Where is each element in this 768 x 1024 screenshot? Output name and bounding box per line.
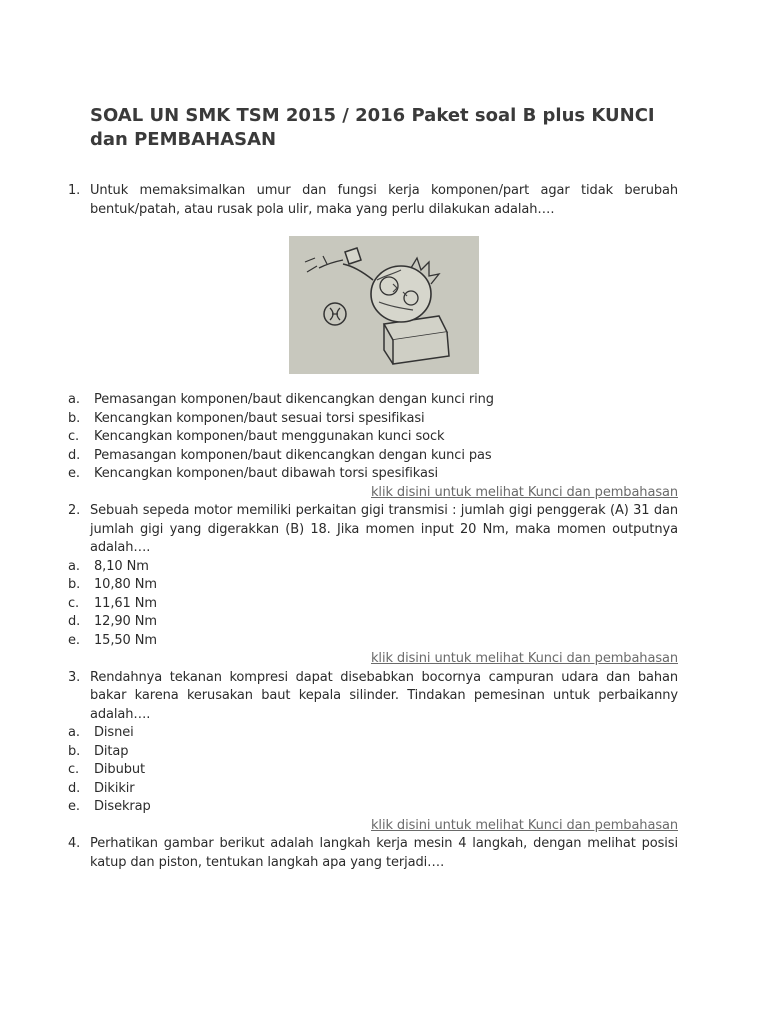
option-letter: c.: [68, 429, 80, 444]
question-1: [68, 182, 678, 219]
option-text: Dibubut: [94, 762, 146, 777]
option-letter: b.: [68, 743, 81, 759]
question-text: Rendahnya tekanan kompresi dapat disebabkan bocornya campuran udara dan bahan bakar karena kerusakan baut kepala silinder. Tindakan pemesinan untuk perbaikanny adalah….: [90, 669, 678, 722]
option-letter: c.: [68, 595, 80, 611]
option-text: Disekrap: [94, 799, 151, 814]
option-2e[interactable]: [68, 632, 678, 651]
question-2: [68, 502, 678, 558]
question-list: [68, 182, 678, 872]
option-letter: b.: [68, 577, 81, 592]
question-number: 4.: [68, 836, 81, 851]
option-letter: d.: [68, 780, 81, 796]
mechanic-bolt-icon: [289, 236, 479, 374]
option-letter: a.: [68, 725, 80, 740]
option-3b[interactable]: [68, 743, 678, 762]
option-text: Pemasangan komponen/baut dikencangkan dengan kunci pas: [94, 447, 492, 463]
option-3d[interactable]: [68, 780, 678, 799]
page-title: SOAL UN SMK TSM 2015 / 2016 Paket soal B plus KUNCI dan PEMBAHASAN: [90, 105, 655, 150]
option-text: Kencangkan komponen/baut dibawah torsi spesifikasi: [94, 466, 439, 481]
question-text: Perhatikan gambar berikut adalah langkah kerja mesin 4 langkah, dengan melihat posisi katup dan piston, tentukan langkah apa yang terjadi….: [90, 836, 678, 870]
option-2c[interactable]: [68, 595, 678, 614]
option-1e[interactable]: [68, 465, 678, 484]
option-letter: c.: [68, 762, 80, 777]
option-letter: a.: [68, 558, 80, 574]
option-1c[interactable]: [68, 428, 678, 447]
question-number: 2.: [68, 503, 81, 518]
option-3a[interactable]: [68, 724, 678, 743]
option-3c[interactable]: [68, 761, 678, 780]
option-1a[interactable]: [68, 391, 678, 410]
option-1b[interactable]: [68, 410, 678, 429]
option-text: Ditap: [94, 743, 129, 759]
option-letter: b.: [68, 410, 81, 426]
option-2b[interactable]: [68, 576, 678, 595]
answer-key-link-3[interactable]: klik disini untuk melihat Kunci dan pembahasan: [371, 817, 678, 833]
option-text: Kencangkan komponen/baut menggunakan kunci sock: [94, 429, 445, 444]
option-text: 12,90 Nm: [94, 614, 157, 629]
option-text: Pemasangan komponen/baut dikencangkan dengan kunci ring: [94, 392, 494, 407]
option-1d[interactable]: [68, 447, 678, 466]
option-3e[interactable]: [68, 798, 678, 817]
option-2d[interactable]: [68, 613, 678, 632]
option-letter: e.: [68, 466, 80, 481]
mechanic-bolt-illustration: [289, 236, 479, 374]
answer-key-link-1[interactable]: klik disini untuk melihat Kunci dan pembahasan: [371, 484, 678, 500]
question-number: 3.: [68, 669, 81, 685]
option-letter: a.: [68, 392, 80, 407]
option-2a[interactable]: [68, 558, 678, 577]
question-4: [68, 835, 678, 872]
option-letter: d.: [68, 614, 81, 629]
option-text: Disnei: [94, 725, 134, 740]
option-letter: e.: [68, 799, 80, 814]
option-text: 8,10 Nm: [94, 558, 149, 574]
option-letter: e.: [68, 632, 80, 648]
option-text: 15,50 Nm: [94, 632, 157, 648]
option-text: 11,61 Nm: [94, 595, 157, 611]
question-3: [68, 669, 678, 725]
answer-key-link-2[interactable]: klik disini untuk melihat Kunci dan pembahasan: [371, 651, 678, 666]
option-text: 10,80 Nm: [94, 577, 157, 592]
option-text: Kencangkan komponen/baut sesuai torsi spesifikasi: [94, 410, 425, 426]
option-letter: d.: [68, 447, 81, 463]
option-text: Dikikir: [94, 780, 135, 796]
question-text: Sebuah sepeda motor memiliki perkaitan gigi transmisi : jumlah gigi penggerak (A) 31 dan jumlah gigi yang digerakkan (B) 18. Jika momen input 20 Nm, maka momen outputnya adalah….: [90, 503, 678, 555]
question-text: Untuk memaksimalkan umur dan fungsi kerja komponen/part agar tidak berubah bentuk/patah, atau rusak pola ulir, maka yang perlu dilakukan adalah….: [90, 183, 678, 217]
question-number: 1.: [68, 183, 81, 198]
